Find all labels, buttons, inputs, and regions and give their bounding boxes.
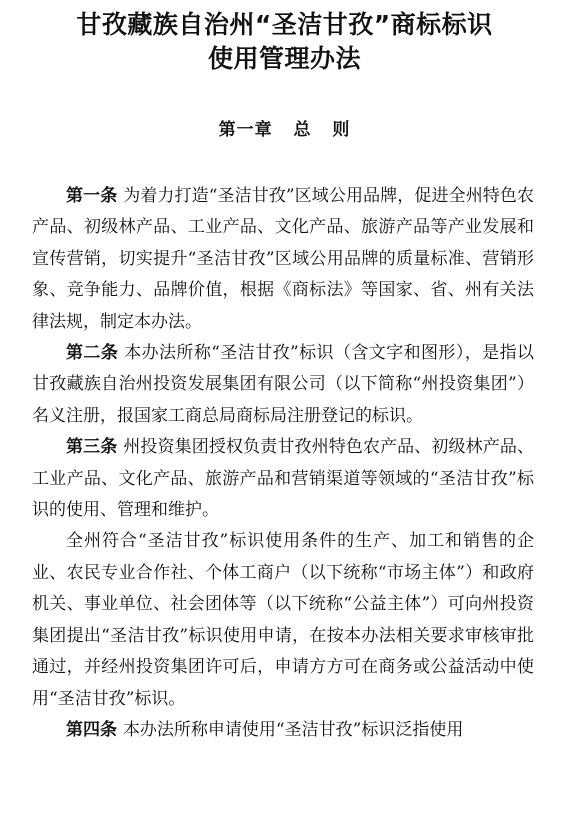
article-label: 第二条 xyxy=(66,343,119,364)
article-label: 第一条 xyxy=(66,186,118,206)
article-text: 为着力打造“圣洁甘孜”区域公用品牌，促进全州特色农产品、初级林产品、工业产品、文化产品、旅游产品等产业发展和宣传营销，切实提升“圣洁甘孜”区域公用品牌的质量标准、营销形象、竞争能力、品牌价值，根据《商标法》等国家、省、州有关法律法规，制定本办法。 xyxy=(32,186,534,332)
chapter-heading: 第一章 总 则 xyxy=(218,120,351,140)
document-body xyxy=(32,181,534,746)
article-3-paragraph xyxy=(32,432,534,526)
article-3-continuation-paragraph xyxy=(32,526,534,714)
article-label: 第三条 xyxy=(66,437,118,458)
article-2-paragraph xyxy=(32,338,534,432)
document-title-line-1: 甘孜藏族自治州“圣洁甘孜”商标标识 xyxy=(76,10,493,39)
article-text: 全州符合“圣洁甘孜”标识使用条件的生产、加工和销售的企业、农民专业合作社、个体工商户（以下统称“市场主体”）和政府机关、事业单位、社会团体等（以下统称“公益主体”）可向州投资集团提出“圣洁甘孜”标识使用申请，在按本办法相关要求审核审批通过，并经州投资集团许可后，申请方方可在商务或公益活动中使用“圣洁甘孜”标识。 xyxy=(32,531,534,709)
article-text: 州投资集团授权负责甘孜州特色农产品、初级林产品、工业产品、文化产品、旅游产品和营销渠道等领域的“圣洁甘孜”标识的使用、管理和维护。 xyxy=(32,437,535,521)
article-1-paragraph xyxy=(32,181,534,338)
article-4-paragraph xyxy=(32,715,534,746)
article-text: 本办法所称“圣洁甘孜”标识（含文字和图形），是指以甘孜藏族自治州投资发展集团有限公司（以下简称“州投资集团”）名义注册，报国家工商总局商标局注册登记的标识。 xyxy=(32,343,534,426)
article-label: 第四条 xyxy=(66,719,117,740)
document-title-line-2: 使用管理办法 xyxy=(207,44,361,73)
article-text: 本办法所称申请使用“圣洁甘孜”标识泛指使用 xyxy=(122,719,464,740)
